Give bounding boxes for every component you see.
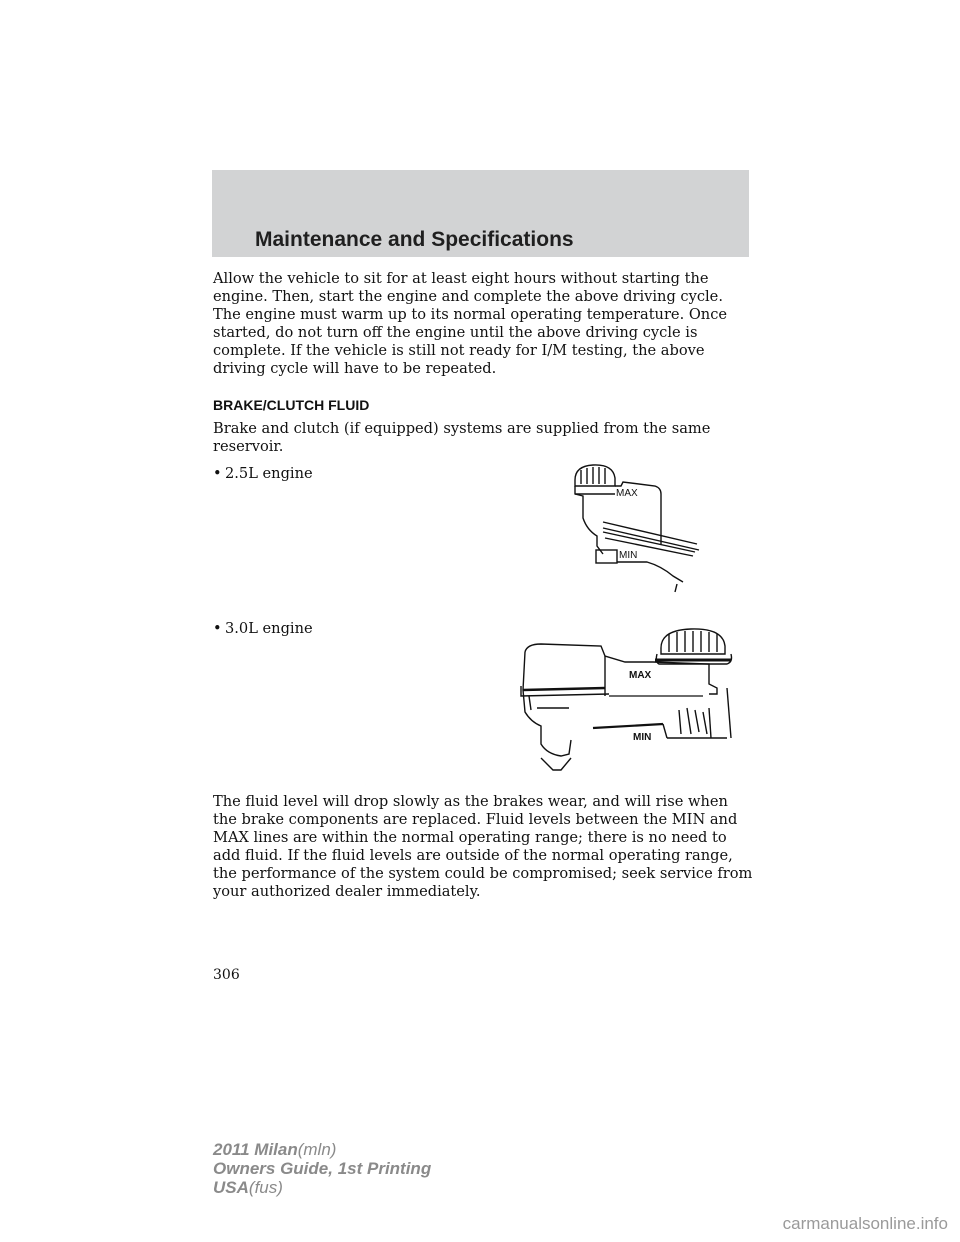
closing-paragraph: The fluid level will drop slowly as the brakes wear, and will rise when the brake components are replaced. Fluid levels between the MIN and MAX lines are within the normal operating range; there is no need to add fluid. If the fluid levels are outside of the normal operating range, the performance of the system could be compromised; seek service from your authorized dealer immediately.	[213, 793, 753, 900]
footer-market-code: (fus)	[248, 1178, 283, 1197]
min-label: MIN	[619, 550, 638, 561]
bullet-label: 3.0L engine	[225, 620, 313, 637]
page-number: 306	[213, 967, 240, 983]
bullet-2-5l-engine	[213, 465, 313, 482]
min-label: MIN	[633, 732, 652, 743]
reservoir-diagram-2-5l	[565, 458, 710, 598]
footer-model-code: (mln)	[297, 1140, 337, 1159]
print-footer	[213, 1140, 431, 1197]
intro-paragraph: Allow the vehicle to sit for at least eight hours without starting the engine. Then, start the engine and complete the above driving cycle. The engine must warm up to its normal operating temperature. Once started, do not turn off the engine until the above driving cycle is complete. If the vehicle is still not ready for I/M testing, the above driving cycle will have to be repeated.	[213, 270, 728, 377]
footer-line-3	[213, 1178, 431, 1197]
footer-line-2: Owners Guide, 1st Printing	[213, 1159, 432, 1178]
reservoir-diagram-3-0l	[513, 622, 738, 782]
section-title: Maintenance and Specifications	[255, 228, 574, 251]
footer-market: USA	[213, 1178, 249, 1197]
footer-model: 2011 Milan	[213, 1140, 298, 1159]
bullet-symbol: •	[213, 465, 222, 482]
bullet-3-0l-engine	[213, 620, 313, 637]
reservoir-paragraph: Brake and clutch (if equipped) systems are supplied from the same reservoir.	[213, 420, 711, 455]
footer-line-1	[213, 1140, 431, 1159]
bullet-label: 2.5L engine	[225, 465, 313, 482]
bullet-symbol: •	[213, 620, 222, 637]
watermark-text: carmanualsonline.info	[782, 1214, 948, 1233]
max-label: MAX	[629, 670, 652, 681]
brake-clutch-fluid-heading: BRAKE/CLUTCH FLUID	[213, 397, 370, 413]
max-label: MAX	[616, 488, 638, 499]
